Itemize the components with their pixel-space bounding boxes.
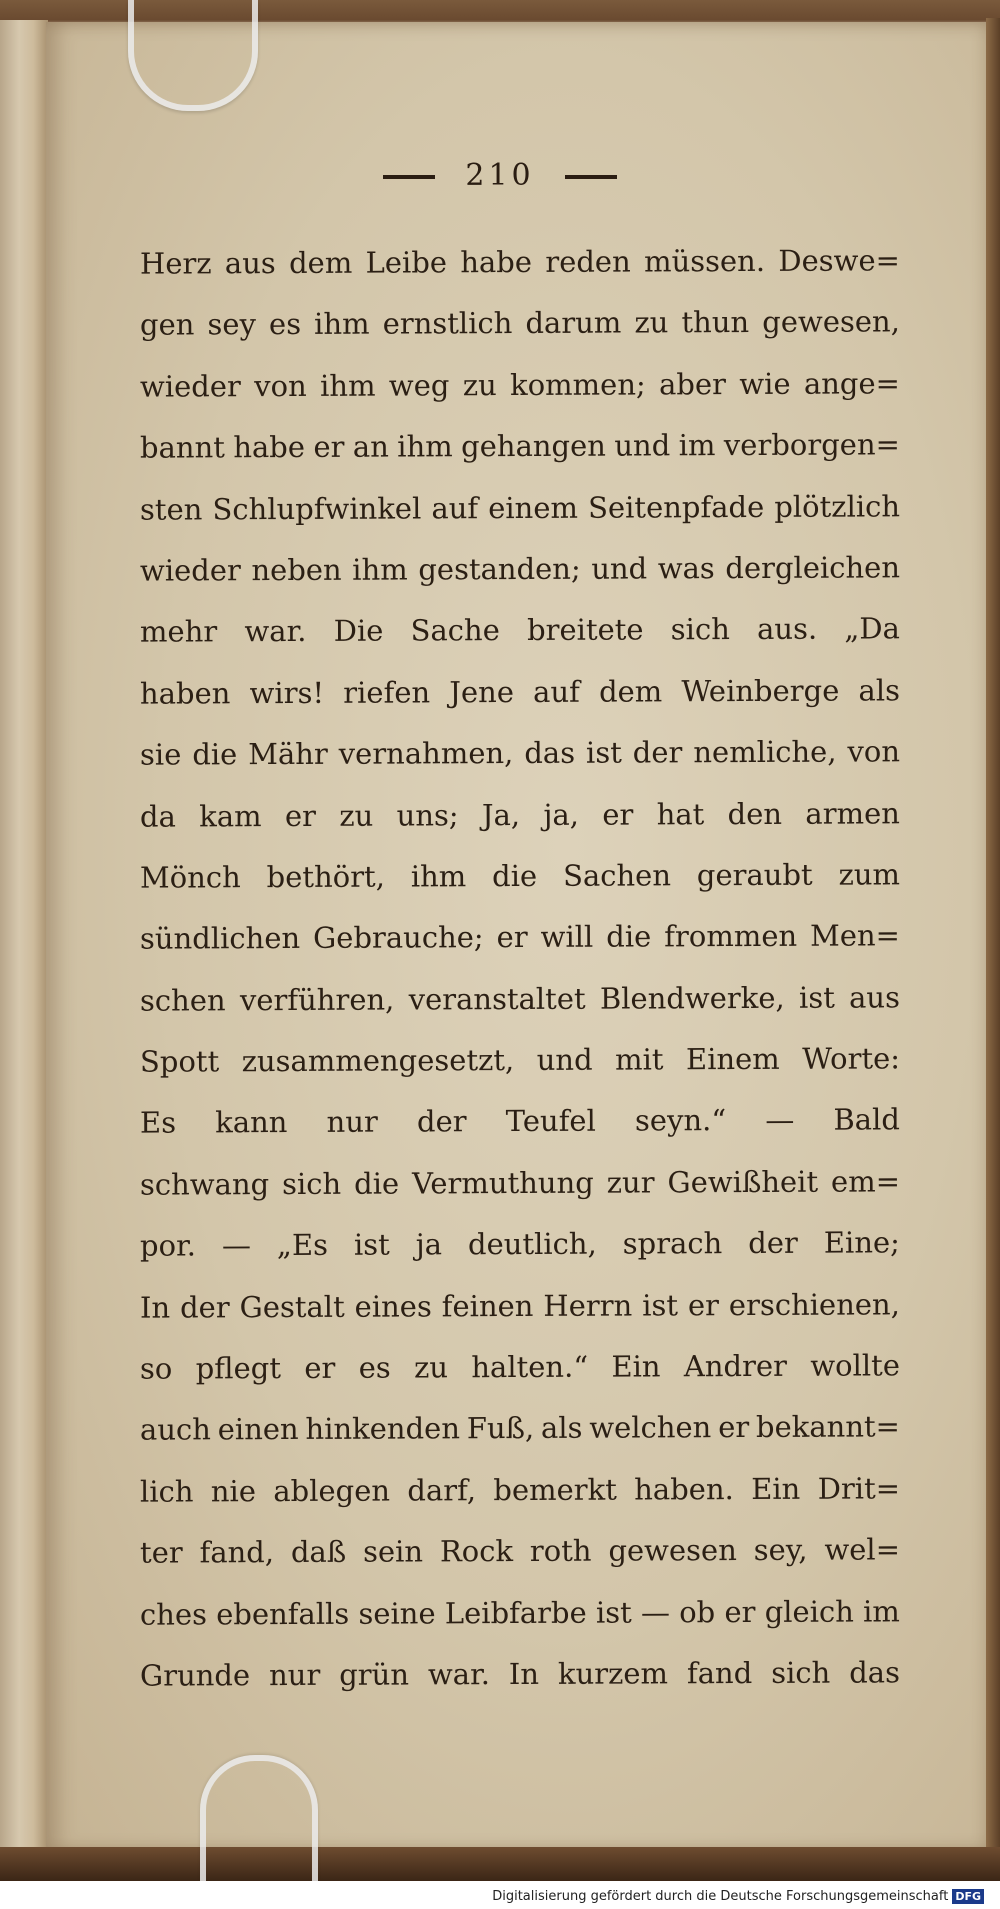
word: er [718, 1410, 750, 1445]
word: als [540, 1411, 583, 1446]
word: zum [838, 857, 901, 892]
word: Worte: [802, 1041, 901, 1076]
word: einen [217, 1412, 299, 1447]
word: riefen [343, 675, 431, 710]
word: thun [681, 305, 750, 340]
word: er [687, 1287, 720, 1322]
word: als [858, 673, 901, 708]
page-stack-left-edge [0, 20, 48, 1855]
word: ernstlich [382, 306, 513, 341]
text-line [140, 537, 900, 602]
word: Teufel [505, 1104, 596, 1139]
word: die [606, 919, 652, 954]
word: Grunde [139, 1658, 251, 1693]
word: Die [333, 613, 384, 649]
word: verführen, [239, 982, 395, 1017]
word: und [536, 1042, 593, 1078]
word: armen [805, 795, 900, 831]
word: Ein [751, 1471, 801, 1506]
word: ist [585, 735, 622, 770]
word: Herrn [543, 1288, 633, 1323]
text-line [140, 1028, 900, 1093]
word: ches [139, 1596, 208, 1632]
text-line [140, 599, 900, 664]
word: feinen [441, 1288, 534, 1323]
word: daß [290, 1534, 347, 1570]
word: das [849, 1655, 900, 1690]
word: die [354, 1166, 400, 1201]
text-line [140, 660, 900, 725]
word: Spott [139, 1044, 220, 1079]
word: Gestalt [239, 1289, 345, 1324]
word: nur [268, 1657, 321, 1693]
word: sprach [622, 1226, 723, 1261]
word: er [284, 798, 317, 833]
word: haben. [634, 1471, 734, 1507]
word: gewesen [608, 1533, 737, 1568]
text-line [140, 1274, 900, 1339]
word: sey [207, 307, 256, 342]
text-line [140, 230, 900, 295]
word: Drit= [817, 1471, 901, 1506]
text-line [140, 415, 900, 480]
binding-right-edge [986, 18, 1000, 1858]
word: eines [354, 1289, 432, 1324]
word: auf [533, 674, 580, 709]
word: der [748, 1226, 798, 1261]
page-number: 210 [465, 158, 535, 193]
word: die [192, 737, 238, 772]
word: darf, [407, 1473, 477, 1508]
word: hinkenden [305, 1411, 461, 1447]
word: war. [427, 1657, 491, 1692]
text-line [140, 1458, 900, 1523]
word: den [727, 796, 783, 831]
word: sie [139, 737, 182, 772]
word: ist [798, 980, 835, 1015]
word: nemliche, [693, 734, 837, 770]
word: sten [139, 491, 203, 527]
word: grün [339, 1657, 410, 1692]
word: bekannt= [755, 1409, 900, 1445]
word: das [524, 735, 576, 771]
word: zu [413, 1350, 449, 1385]
header-dash-left [383, 175, 435, 179]
word: veranstaltet [408, 981, 586, 1017]
word: habe [233, 430, 306, 465]
word: auch [139, 1412, 211, 1448]
word: neben [251, 552, 342, 588]
word: einem [488, 490, 579, 525]
header-dash-right [565, 175, 617, 179]
word: er [313, 429, 345, 465]
word: pflegt [195, 1351, 282, 1386]
word: roth [529, 1533, 592, 1569]
word: ihm [320, 368, 376, 403]
text-line [140, 1335, 900, 1400]
word: schen [139, 982, 226, 1018]
text-line [140, 1090, 900, 1155]
word: will [540, 919, 594, 955]
word: Sache [410, 613, 500, 648]
text-line [140, 1213, 900, 1278]
text-line [140, 1397, 900, 1462]
word: bemerkt [493, 1472, 617, 1507]
word: gehangen [461, 428, 606, 464]
word: sich [670, 612, 730, 647]
word: wieder [139, 553, 241, 588]
word: ebenfalls [216, 1596, 350, 1631]
word: zusammengesetzt, [241, 1043, 515, 1079]
word: sich [771, 1655, 831, 1690]
word: Bald [833, 1102, 900, 1138]
text-line [140, 476, 900, 541]
word: em= [830, 1164, 901, 1199]
word: halten.“ [471, 1349, 589, 1385]
word: Vermuthung [411, 1165, 594, 1201]
word: Mähr [248, 736, 328, 772]
word: „Es [276, 1228, 329, 1263]
word: wirs! [249, 675, 325, 710]
word: wie [739, 366, 791, 401]
word: kurzem [557, 1656, 669, 1691]
word: kommen; [510, 367, 646, 402]
word: — [221, 1228, 251, 1263]
footer-credit [492, 1889, 984, 1904]
word: mehr [139, 614, 218, 650]
text-line [140, 292, 900, 357]
word: Einem [685, 1041, 780, 1077]
word: ange= [803, 366, 900, 401]
word: „Da [844, 611, 901, 646]
word: Deswe= [778, 243, 900, 278]
word: In [139, 1290, 171, 1325]
word: verborgen= [723, 427, 900, 463]
word: Schlupfwinkel [212, 490, 422, 526]
text-line [140, 844, 900, 909]
word: dem [288, 245, 353, 281]
word: müssen. [643, 243, 766, 279]
word: der [632, 735, 683, 770]
word: gleich [764, 1594, 854, 1629]
word: Sachen [562, 858, 672, 893]
word: so [139, 1351, 173, 1386]
text-line [140, 906, 900, 971]
word: zur [606, 1165, 655, 1200]
word: Andrer [683, 1348, 788, 1384]
word: zu [462, 367, 497, 403]
word: schwang [139, 1166, 270, 1202]
word: reden [545, 244, 631, 279]
word: erschienen, [728, 1286, 900, 1322]
word: welchen [589, 1410, 712, 1446]
page-body-text [140, 232, 900, 1705]
word: ihm [314, 307, 370, 342]
word: por. [139, 1228, 196, 1263]
word: aus [224, 246, 276, 281]
word: dem [598, 674, 663, 709]
word: nur [326, 1105, 378, 1140]
word: habe [460, 244, 533, 280]
word: kann [215, 1105, 288, 1140]
word: bannt [139, 430, 225, 465]
plastic-clip-bottom [200, 1755, 318, 1881]
word: Es [139, 1105, 177, 1141]
word: — [765, 1103, 795, 1138]
word: vernahmen, [338, 736, 514, 771]
word: sich [282, 1166, 342, 1201]
text-line [140, 1151, 900, 1216]
word: breitete [526, 612, 644, 648]
word: darum [525, 305, 622, 341]
word: haben [139, 675, 231, 711]
word: fand, [199, 1535, 275, 1570]
text-line [140, 1520, 900, 1585]
word: uns; [396, 797, 459, 833]
word: fand [686, 1655, 753, 1691]
footer-credit-text: Digitalisierung gefördert durch die Deutsche Forschungsgemeinschaft [492, 1889, 949, 1904]
word: war. [244, 614, 307, 649]
word: es [268, 307, 302, 342]
word: In [508, 1656, 540, 1692]
word: Jene [449, 674, 515, 710]
word: sündlichen [139, 921, 301, 956]
word: seine [358, 1595, 436, 1631]
word: aber [658, 366, 727, 402]
word: seyn.“ [634, 1103, 727, 1138]
word: er [496, 920, 528, 955]
word: aus [849, 980, 901, 1015]
word: ist [642, 1287, 679, 1323]
text-line [140, 721, 900, 786]
page-header [0, 158, 1000, 193]
word: von [847, 734, 901, 769]
word: er [602, 797, 634, 832]
word: Blendwerke, [599, 980, 785, 1016]
word: sey, [753, 1532, 808, 1568]
word: hat [656, 796, 705, 831]
text-line [140, 1642, 900, 1707]
book-cover-bottom [0, 1847, 1000, 1881]
word: kam [199, 798, 262, 833]
word: Rock [439, 1534, 514, 1569]
word: mit [615, 1042, 664, 1077]
word: wollte [810, 1348, 901, 1383]
word: Leibfarbe [444, 1595, 587, 1630]
word: ja, [543, 797, 580, 832]
word: Ein [611, 1349, 661, 1384]
word: im [678, 428, 716, 463]
word: da [139, 799, 176, 834]
word: wel= [824, 1532, 901, 1567]
word: Gewißheit [667, 1164, 819, 1200]
dfg-logo-badge: DFG [952, 1889, 984, 1904]
word: bethört, [266, 859, 385, 895]
word: dergleichen [725, 550, 901, 586]
word: Ja, [481, 797, 521, 832]
word: weg [388, 368, 450, 403]
word: nie [210, 1473, 257, 1509]
word: lich [139, 1474, 194, 1509]
text-line [140, 1581, 900, 1646]
word: er [724, 1594, 756, 1629]
word: und [591, 551, 648, 586]
word: frommen [664, 919, 798, 954]
digitization-footer [0, 1881, 1000, 1909]
word: ist [353, 1227, 390, 1262]
text-line [140, 783, 900, 848]
word: der [180, 1289, 230, 1325]
word: und [614, 428, 671, 463]
word: Mönch [139, 860, 241, 895]
word: deutlich, [467, 1226, 597, 1262]
word: der [416, 1104, 467, 1139]
word: ihm [410, 859, 467, 894]
word: ihm [397, 429, 453, 464]
word: auf [431, 490, 479, 525]
word: es [358, 1350, 391, 1385]
word: zu [339, 798, 374, 833]
word: Eine; [823, 1225, 900, 1260]
text-line [140, 353, 900, 418]
word: ter [139, 1535, 183, 1570]
word: Herz [139, 246, 212, 281]
word: wieder [139, 368, 241, 404]
word: ob [679, 1594, 716, 1629]
word: Weinberge [681, 673, 840, 709]
text-line [140, 967, 900, 1032]
word: Fuß, [466, 1411, 535, 1446]
word: gen [139, 307, 195, 343]
word: ablegen [273, 1473, 391, 1508]
word: Gebrauche; [313, 920, 484, 956]
word: Men= [810, 918, 901, 954]
word: — [640, 1594, 671, 1630]
plastic-clip-top [128, 0, 258, 111]
word: sein [362, 1534, 424, 1569]
word: Seitenpfade [588, 489, 765, 525]
word: die [492, 858, 538, 894]
word: er [304, 1350, 336, 1385]
word: im [863, 1593, 900, 1629]
word: Leibe [365, 245, 448, 280]
word: ist [595, 1595, 632, 1630]
word: ja [415, 1227, 443, 1262]
word: von [254, 368, 307, 403]
word: an [352, 429, 389, 464]
word: plötzlich [774, 488, 901, 524]
word: aus. [756, 612, 818, 647]
word: gewesen, [762, 304, 900, 340]
word: ihm [352, 552, 408, 587]
word: gestanden; [418, 551, 581, 587]
word: zu [634, 305, 669, 340]
word: geraubt [696, 857, 813, 893]
word: was [657, 551, 715, 586]
